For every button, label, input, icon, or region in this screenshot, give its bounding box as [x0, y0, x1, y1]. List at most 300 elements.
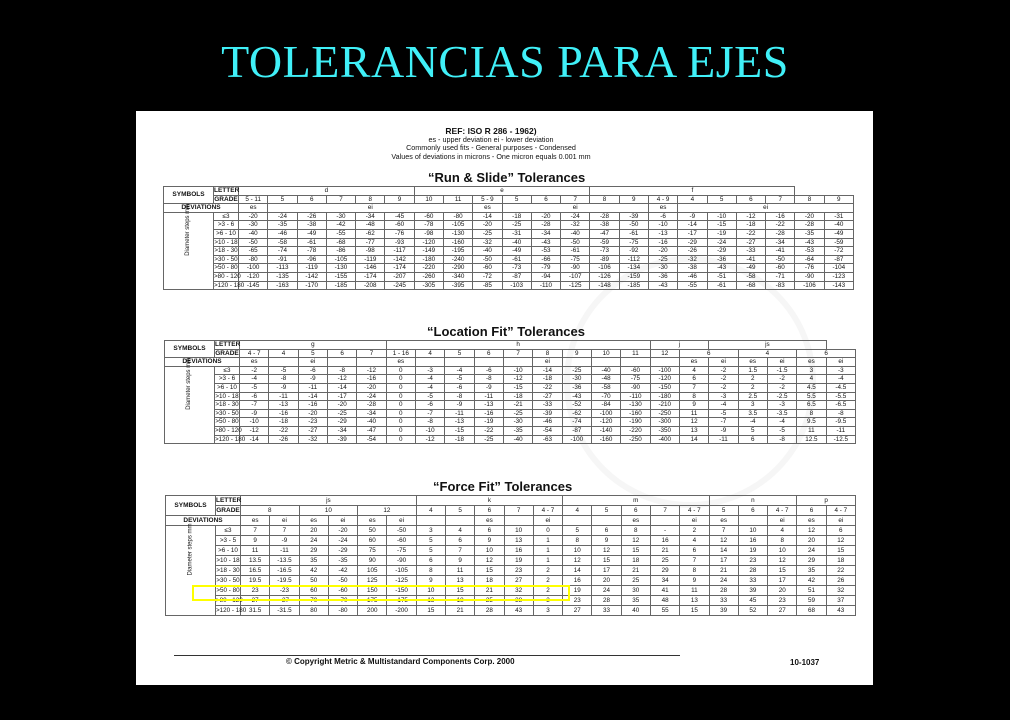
deviation-value: 15 [445, 586, 474, 596]
deviation-value: 38 [504, 596, 533, 606]
deviation-value: -305 [414, 281, 443, 290]
deviation-value: 7 [241, 526, 270, 536]
diameter-range: ≤3 [214, 212, 239, 221]
slide-title: TOLERANCIAS PARA EJES [221, 36, 789, 87]
deviation-value: -135 [268, 272, 297, 281]
deviation-value: -61 [707, 281, 736, 290]
deviation-value: -15 [707, 221, 736, 230]
deviation-value: -34 [357, 409, 386, 418]
deviation-value: 6 [475, 526, 504, 536]
deviation-value: -73 [502, 264, 531, 273]
table-row [166, 596, 856, 606]
deviation-value: 17 [709, 556, 738, 566]
deviation-value: 25 [650, 556, 679, 566]
deviation-value: -38 [678, 264, 707, 273]
deviation-value: -77 [356, 238, 385, 247]
deviation-value: -78 [297, 247, 326, 256]
deviation-value: -9 [678, 212, 707, 221]
deviation-value: -66 [531, 255, 560, 264]
deviation-value: 21 [709, 566, 738, 576]
deviation-value: 3 [416, 526, 445, 536]
diameter-range: >18 - 30 [215, 401, 239, 409]
deviation-value: 16 [504, 546, 533, 556]
deviation-value: -112 [619, 255, 648, 264]
grade-header: 5 [445, 349, 474, 358]
deviation-value: -8 [415, 418, 444, 427]
table-row [166, 556, 856, 566]
deviation-value: -22 [269, 426, 298, 435]
deviation-value: -20 [531, 212, 560, 221]
deviation-value: -76 [385, 229, 414, 238]
location-fit-title: “Location Fit” Tolerances [427, 324, 585, 339]
deviation-header: ei [709, 358, 738, 367]
letter-header: j [650, 341, 709, 350]
deviation-value: -5 [445, 375, 474, 384]
deviations-row [165, 358, 856, 367]
grade-header: 11 [443, 195, 472, 204]
deviation-value: -17 [678, 229, 707, 238]
deviation-header [445, 516, 474, 526]
deviation-value: 5 [416, 536, 445, 546]
deviation-value: -31.5 [270, 606, 299, 616]
diameter-range: >10 - 18 [214, 238, 238, 246]
deviation-value: -86 [326, 247, 355, 256]
deviation-value: -6 [445, 383, 474, 392]
deviation-value: -62 [356, 229, 385, 238]
deviation-value: -11 [298, 383, 327, 392]
deviation-value: 28 [592, 596, 621, 606]
deviation-value: -11 [826, 426, 855, 435]
deviation-value: 80 [299, 606, 328, 616]
symbols-label: SYMBOLS [166, 496, 216, 516]
letter-header: js [709, 341, 826, 350]
deviation-value: -45 [385, 212, 414, 221]
table-row [166, 576, 856, 586]
letter-row [166, 496, 856, 506]
deviation-value: -16 [269, 409, 298, 418]
deviation-value: -160 [591, 435, 620, 444]
deviation-value: 19 [563, 586, 592, 596]
deviation-value: 27 [504, 576, 533, 586]
deviation-value: -58 [268, 238, 297, 247]
deviation-value: -11 [269, 392, 298, 401]
deviation-value: -117 [385, 247, 414, 256]
deviation-value: -130 [443, 229, 472, 238]
grade-header: 7 [766, 195, 795, 204]
deviation-value: -142 [385, 255, 414, 264]
grade-header: 4 - 7 [533, 506, 562, 516]
deviation-header [445, 358, 474, 367]
deviation-value: -9 [269, 383, 298, 392]
deviation-header: ei [533, 516, 562, 526]
deviation-value: -106 [795, 281, 824, 290]
units-note: Values of deviations in microns - One micron equals 0.001 mm [391, 151, 591, 161]
deviation-value: -395 [443, 281, 472, 290]
table-row [164, 264, 854, 273]
deviation-value: -24 [357, 392, 386, 401]
deviation-value: 12 [826, 536, 855, 546]
deviation-value: -59 [590, 238, 619, 247]
deviation-value: -9.5 [826, 418, 855, 427]
deviation-value: 12 [797, 526, 826, 536]
deviation-header: ei [767, 358, 796, 367]
grade-header: 7 [357, 349, 386, 358]
deviation-value: -20 [327, 401, 356, 410]
deviation-value: -43 [531, 238, 560, 247]
deviation-value: -75 [387, 546, 416, 556]
deviation-value: -110 [621, 392, 650, 401]
deviation-value: -195 [443, 247, 472, 256]
deviation-header: es [797, 516, 826, 526]
force-fit-table [165, 495, 856, 616]
grade-header: 5 [709, 506, 738, 516]
diameter-range: >3 - 6 [215, 375, 240, 384]
deviation-value: 33 [738, 576, 767, 586]
deviation-value: -126 [590, 272, 619, 281]
deviation-value: 11 [679, 409, 708, 418]
deviation-value: 42 [797, 576, 826, 586]
symbols-label: SYMBOLS [165, 341, 215, 358]
deviation-value: 11 [241, 546, 270, 556]
deviation-value: -63 [533, 435, 562, 444]
deviation-value: -50 [328, 576, 357, 586]
letter-header: d [239, 187, 415, 196]
deviation-value: -14 [240, 435, 269, 444]
table-row [166, 586, 856, 596]
deviation-value: -110 [531, 281, 560, 290]
deviation-value: -32 [561, 221, 590, 230]
deviation-header: es [679, 358, 708, 367]
diameter-range: >50 - 80 [216, 587, 240, 594]
deviation-header: es [475, 516, 504, 526]
deviation-value: 19.5 [241, 576, 270, 586]
deviation-value: 6 [592, 526, 621, 536]
deviation-value: 12 [709, 536, 738, 546]
deviation-value: -200 [387, 606, 416, 616]
grade-header: 4 [415, 349, 444, 358]
table-row [164, 247, 854, 256]
deviation-value: -4 [415, 375, 444, 384]
deviation-header [562, 358, 591, 367]
letter-label: LETTER [214, 187, 240, 194]
grade-header: 8 [241, 506, 300, 516]
deviation-value: -50 [473, 255, 502, 264]
deviation-value: 24 [709, 576, 738, 586]
deviation-header: es [299, 516, 328, 526]
deviation-value: 7 [709, 526, 738, 536]
deviation-value: -42 [328, 566, 357, 576]
deviation-value: -18 [503, 392, 532, 401]
deviation-value: 8 [768, 536, 797, 546]
diameter-range: >30 - 50 [216, 577, 240, 584]
deviation-value: -26 [269, 435, 298, 444]
deviation-header [592, 516, 621, 526]
deviation-value: -40 [473, 247, 502, 256]
deviation-value: -30 [503, 418, 532, 427]
grade-header: 7 [561, 195, 590, 204]
deviation-value: 2 [533, 566, 562, 576]
deviation-value: 16 [563, 576, 592, 586]
deviation-value: -22 [474, 426, 503, 435]
deviation-value: -4 [415, 383, 444, 392]
table-row [166, 536, 856, 546]
deviation-value: 0 [386, 426, 415, 435]
grade-header: 6 [679, 349, 738, 358]
diameter-range: >30 - 50 [214, 255, 238, 263]
deviation-value: -3.5 [767, 409, 796, 418]
deviation-value: -34 [531, 229, 560, 238]
deviation-value: -170 [297, 281, 326, 290]
deviation-value: 0 [386, 375, 415, 384]
deviation-value: 10 [475, 546, 504, 556]
deviation-value: -12 [415, 435, 444, 444]
deviation-value: -50 [239, 238, 268, 247]
deviation-value: -39 [619, 212, 648, 221]
deviation-value: -74 [562, 418, 591, 427]
deviation-value: 12 [475, 556, 504, 566]
deviation-header: es [738, 358, 767, 367]
deviation-value: 1.5 [738, 366, 767, 375]
deviation-value: 3 [797, 366, 826, 375]
deviation-header [650, 516, 679, 526]
deviation-header [416, 516, 445, 526]
grade-header: 6 [797, 349, 856, 358]
deviation-value: 8 [416, 566, 445, 576]
grade-header: 6 [736, 195, 765, 204]
deviation-value: -175 [387, 596, 416, 606]
deviation-value: -9 [709, 426, 738, 435]
deviation-header: ei [328, 516, 357, 526]
deviation-value: -90 [387, 556, 416, 566]
diameter-range: ≤3 [215, 366, 240, 375]
deviation-header [474, 358, 503, 367]
deviation-value: 37 [826, 596, 855, 606]
deviation-value: 9 [679, 401, 708, 410]
usage-note: Commonly used fits - General purposes - Condensed [406, 143, 576, 153]
deviation-value: 12.5 [797, 435, 826, 444]
deviation-value: -14 [678, 221, 707, 230]
deviation-value: 43 [504, 606, 533, 616]
deviation-value: 2 [533, 576, 562, 586]
deviation-value: 35 [797, 566, 826, 576]
deviation-value: 20 [768, 586, 797, 596]
run-slide-title: “Run & Slide” Tolerances [428, 170, 586, 185]
deviation-value: 4 [768, 526, 797, 536]
table-row [165, 401, 856, 410]
deviation-value: -60 [385, 221, 414, 230]
letter-header: e [414, 187, 590, 196]
deviation-header [327, 358, 356, 367]
deviation-value: -32 [678, 255, 707, 264]
deviation-value: -20 [648, 247, 677, 256]
deviation-value: -6 [240, 392, 269, 401]
grade-header: 6 [738, 506, 767, 516]
deviation-value: -55 [678, 281, 707, 290]
deviation-value: -47 [590, 229, 619, 238]
deviation-value: -59 [824, 238, 853, 247]
deviation-value: 12 [768, 556, 797, 566]
deviation-value: -22 [736, 229, 765, 238]
deviation-value: -12.5 [826, 435, 855, 444]
deviation-value: -58 [591, 383, 620, 392]
deviation-value: -113 [268, 264, 297, 273]
grade-header: 5 - 11 [239, 195, 268, 204]
deviation-value: -13.5 [270, 556, 299, 566]
deviation-value: -76 [795, 264, 824, 273]
deviation-value: -54 [533, 426, 562, 435]
deviation-value: 12 [679, 418, 708, 427]
diameter-range: >6 - 10 [216, 546, 241, 556]
deviation-value: 55 [650, 606, 679, 616]
diameter-range: >18 - 30 [214, 247, 238, 255]
deviation-value: 13 [680, 596, 709, 606]
deviation-value: -14 [298, 392, 327, 401]
deviation-value: 3 [533, 596, 562, 606]
letter-header: g [240, 341, 387, 350]
deviation-value: -2 [767, 383, 796, 392]
deviation-value: 12 [621, 536, 650, 546]
grade-header: 5 [592, 506, 621, 516]
deviation-value: -163 [268, 281, 297, 290]
deviation-value: -47 [357, 426, 386, 435]
deviation-value: -119 [297, 264, 326, 273]
deviation-value: -28 [590, 212, 619, 221]
deviation-value: -25 [502, 221, 531, 230]
deviation-value: 22 [826, 566, 855, 576]
deviation-value: -13 [474, 401, 503, 410]
deviation-value: 27 [241, 596, 270, 606]
deviation-value: -5 [767, 426, 796, 435]
deviation-value: 6 [416, 556, 445, 566]
deviation-value: 9 [592, 536, 621, 546]
deviation-header [504, 516, 533, 526]
deviation-value: 20 [797, 536, 826, 546]
deviation-value: 3 [738, 401, 767, 410]
deviation-value: -20 [473, 221, 502, 230]
diameter-range: >80 - 120 [215, 426, 242, 434]
grade-header: 6 [475, 506, 504, 516]
deviation-value: -62 [562, 409, 591, 418]
letter-header: p [797, 496, 856, 506]
deviation-header: ei [387, 516, 416, 526]
deviation-value: -10 [240, 418, 269, 427]
deviation-value: -52 [562, 401, 591, 410]
deviation-value: -72 [824, 247, 853, 256]
deviation-value: -35 [503, 426, 532, 435]
deviation-value: -3 [826, 366, 855, 375]
grade-header: 5 [502, 195, 531, 204]
deviation-value: -85 [473, 281, 502, 290]
deviation-value: -106 [590, 264, 619, 273]
deviation-value: 15 [416, 606, 445, 616]
deviation-value: 12 [563, 556, 592, 566]
table-row [164, 221, 854, 230]
deviation-value: -29 [328, 546, 357, 556]
deviation-value: -38 [297, 221, 326, 230]
deviation-value: -8 [767, 435, 796, 444]
deviation-header: ei [768, 516, 797, 526]
deviation-value: 40 [621, 606, 650, 616]
deviation-value: 28 [709, 586, 738, 596]
deviation-value: 0 [386, 383, 415, 392]
diameter-range: >18 - 30 [216, 567, 240, 574]
deviation-value: 24 [592, 586, 621, 596]
symbols-label: SYMBOLS [164, 187, 214, 204]
deviation-value: -100 [591, 409, 620, 418]
deviation-value: -150 [387, 586, 416, 596]
diameter-range: >6 - 10 [215, 383, 240, 392]
deviation-value: -250 [621, 435, 650, 444]
table-row [165, 392, 856, 401]
deviation-value: -11 [445, 409, 474, 418]
deviation-value: -2 [767, 375, 796, 384]
grade-label: GRADE [215, 349, 239, 357]
grade-header: 4 [738, 349, 797, 358]
deviation-value: 23 [563, 596, 592, 606]
deviation-header: ei [268, 204, 473, 213]
table-row [165, 435, 856, 444]
deviation-value: -250 [650, 409, 679, 418]
deviation-value: -190 [621, 418, 650, 427]
deviation-value: -91 [268, 255, 297, 264]
deviation-value: -48 [356, 221, 385, 230]
deviation-value: -74 [268, 247, 297, 256]
deviation-value: -6 [474, 366, 503, 375]
deviation-value: 7 [680, 556, 709, 566]
deviation-header: es [241, 516, 270, 526]
deviation-value: -53 [795, 247, 824, 256]
deviation-value: -35 [328, 556, 357, 566]
deviation-value: -25 [473, 229, 502, 238]
deviation-value: -58 [736, 272, 765, 281]
deviation-value: -2.5 [767, 392, 796, 401]
tolerance-document [136, 111, 873, 685]
deviation-header [621, 358, 650, 367]
diameter-range: >6 - 10 [214, 229, 239, 238]
deviation-value: 5 [738, 426, 767, 435]
deviation-value: -51 [707, 272, 736, 281]
grade-header: 7 [504, 506, 533, 516]
deviation-value: -120 [414, 238, 443, 247]
deviation-value: 25 [475, 596, 504, 606]
deviation-value: -12 [240, 426, 269, 435]
grade-header: 4 [416, 506, 445, 516]
deviation-value: 8 [680, 566, 709, 576]
deviation-value: -28 [357, 401, 386, 410]
deviation-value: 18 [445, 596, 474, 606]
reference-header [391, 126, 591, 161]
deviation-value: -19.5 [270, 576, 299, 586]
deviation-value: 2.5 [738, 392, 767, 401]
deviation-value: -12 [327, 375, 356, 384]
deviation-value: 11 [445, 566, 474, 576]
deviation-value: -7 [240, 401, 269, 410]
deviation-value: -98 [414, 229, 443, 238]
deviation-value: 15 [621, 546, 650, 556]
deviation-value: 14 [563, 566, 592, 576]
grade-header: 7 [503, 349, 532, 358]
grade-header: 6 [327, 349, 356, 358]
deviation-value: -36 [648, 272, 677, 281]
deviation-header [738, 516, 767, 526]
deviation-value: 17 [592, 566, 621, 576]
deviation-value: -2 [709, 375, 738, 384]
deviation-value: -43 [707, 264, 736, 273]
deviation-value: -105 [326, 255, 355, 264]
grade-header: 8 [533, 349, 562, 358]
deviation-value: 13 [679, 426, 708, 435]
deviation-value: -149 [414, 247, 443, 256]
